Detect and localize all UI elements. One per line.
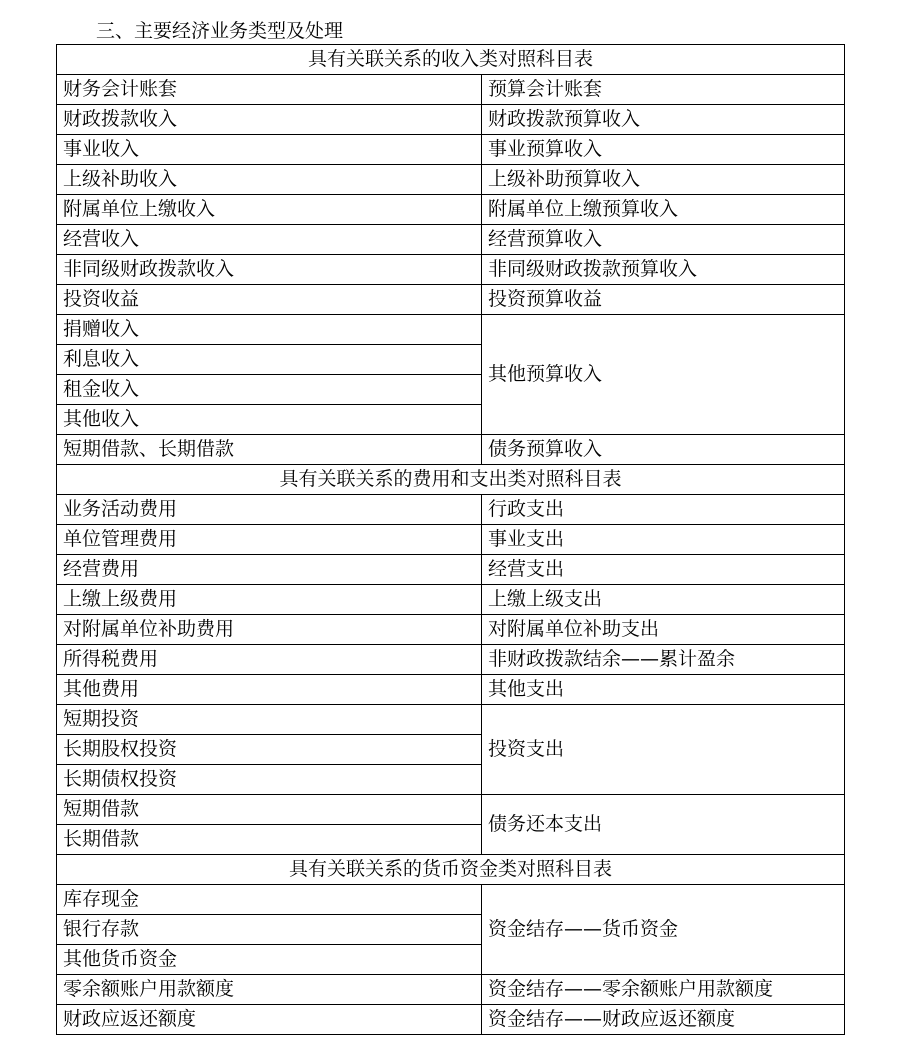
section-title: 具有关联关系的费用和支出类对照科目表 <box>57 465 845 495</box>
financial-account-cell: 财务会计账套 <box>57 75 482 105</box>
financial-account-cell: 经营费用 <box>57 555 482 585</box>
financial-account-cell: 事业收入 <box>57 135 482 165</box>
budget-account-cell: 资金结存——零余额账户用款额度 <box>482 975 845 1005</box>
financial-account-cell: 零余额账户用款额度 <box>57 975 482 1005</box>
financial-account-cell: 长期债权投资 <box>57 765 482 795</box>
table-row <box>57 315 845 345</box>
table-row <box>57 255 845 285</box>
table-row <box>57 75 845 105</box>
financial-account-cell: 所得税费用 <box>57 645 482 675</box>
table-row <box>57 195 845 225</box>
table-row <box>57 525 845 555</box>
table-row <box>57 705 845 735</box>
budget-account-cell: 资金结存——财政应返还额度 <box>482 1005 845 1035</box>
table-row <box>57 225 845 255</box>
budget-account-cell: 经营支出 <box>482 555 845 585</box>
budget-account-cell: 债务还本支出 <box>482 795 845 855</box>
financial-account-cell: 单位管理费用 <box>57 525 482 555</box>
financial-account-cell: 其他货币资金 <box>57 945 482 975</box>
table-row <box>57 1005 845 1035</box>
budget-account-cell: 财政拨款预算收入 <box>482 105 845 135</box>
budget-account-cell: 其他支出 <box>482 675 845 705</box>
budget-account-cell: 投资预算收益 <box>482 285 845 315</box>
table-row <box>57 885 845 915</box>
financial-account-cell: 对附属单位补助费用 <box>57 615 482 645</box>
table-row <box>57 795 845 825</box>
account-mapping-table <box>56 44 845 1035</box>
table-row <box>57 615 845 645</box>
section-title: 具有关联关系的收入类对照科目表 <box>57 45 845 75</box>
budget-account-cell: 投资支出 <box>482 705 845 795</box>
budget-account-cell: 资金结存——货币资金 <box>482 885 845 975</box>
table-row <box>57 105 845 135</box>
budget-account-cell: 对附属单位补助支出 <box>482 615 845 645</box>
table-row <box>57 135 845 165</box>
financial-account-cell: 投资收益 <box>57 285 482 315</box>
budget-account-cell: 其他预算收入 <box>482 315 845 435</box>
financial-account-cell: 上缴上级费用 <box>57 585 482 615</box>
financial-account-cell: 其他收入 <box>57 405 482 435</box>
budget-account-cell: 经营预算收入 <box>482 225 845 255</box>
financial-account-cell: 上级补助收入 <box>57 165 482 195</box>
section-header-row <box>57 855 845 885</box>
financial-account-cell: 库存现金 <box>57 885 482 915</box>
budget-account-cell: 债务预算收入 <box>482 435 845 465</box>
financial-account-cell: 租金收入 <box>57 375 482 405</box>
financial-account-cell: 其他费用 <box>57 675 482 705</box>
financial-account-cell: 长期借款 <box>57 825 482 855</box>
financial-account-cell: 捐赠收入 <box>57 315 482 345</box>
financial-account-cell: 长期股权投资 <box>57 735 482 765</box>
budget-account-cell: 预算会计账套 <box>482 75 845 105</box>
budget-account-cell: 附属单位上缴预算收入 <box>482 195 845 225</box>
financial-account-cell: 业务活动费用 <box>57 495 482 525</box>
financial-account-cell: 非同级财政拨款收入 <box>57 255 482 285</box>
financial-account-cell: 短期投资 <box>57 705 482 735</box>
financial-account-cell: 银行存款 <box>57 915 482 945</box>
table-row <box>57 495 845 525</box>
financial-account-cell: 财政应返还额度 <box>57 1005 482 1035</box>
budget-account-cell: 上级补助预算收入 <box>482 165 845 195</box>
financial-account-cell: 附属单位上缴收入 <box>57 195 482 225</box>
financial-account-cell: 利息收入 <box>57 345 482 375</box>
budget-account-cell: 行政支出 <box>482 495 845 525</box>
section-title: 具有关联关系的货币资金类对照科目表 <box>57 855 845 885</box>
table-row <box>57 165 845 195</box>
table-row <box>57 435 845 465</box>
table-row <box>57 585 845 615</box>
table-row <box>57 645 845 675</box>
table-row <box>57 555 845 585</box>
budget-account-cell: 非同级财政拨款预算收入 <box>482 255 845 285</box>
section-header-row <box>57 45 845 75</box>
budget-account-cell: 非财政拨款结余——累计盈余 <box>482 645 845 675</box>
financial-account-cell: 财政拨款收入 <box>57 105 482 135</box>
table-row <box>57 675 845 705</box>
table-row <box>57 975 845 1005</box>
budget-account-cell: 上缴上级支出 <box>482 585 845 615</box>
page-heading: 三、主要经济业务类型及处理 <box>96 20 344 42</box>
section-header-row <box>57 465 845 495</box>
financial-account-cell: 经营收入 <box>57 225 482 255</box>
financial-account-cell: 短期借款 <box>57 795 482 825</box>
account-mapping-body <box>57 45 845 1035</box>
financial-account-cell: 短期借款、长期借款 <box>57 435 482 465</box>
table-row <box>57 285 845 315</box>
budget-account-cell: 事业支出 <box>482 525 845 555</box>
budget-account-cell: 事业预算收入 <box>482 135 845 165</box>
